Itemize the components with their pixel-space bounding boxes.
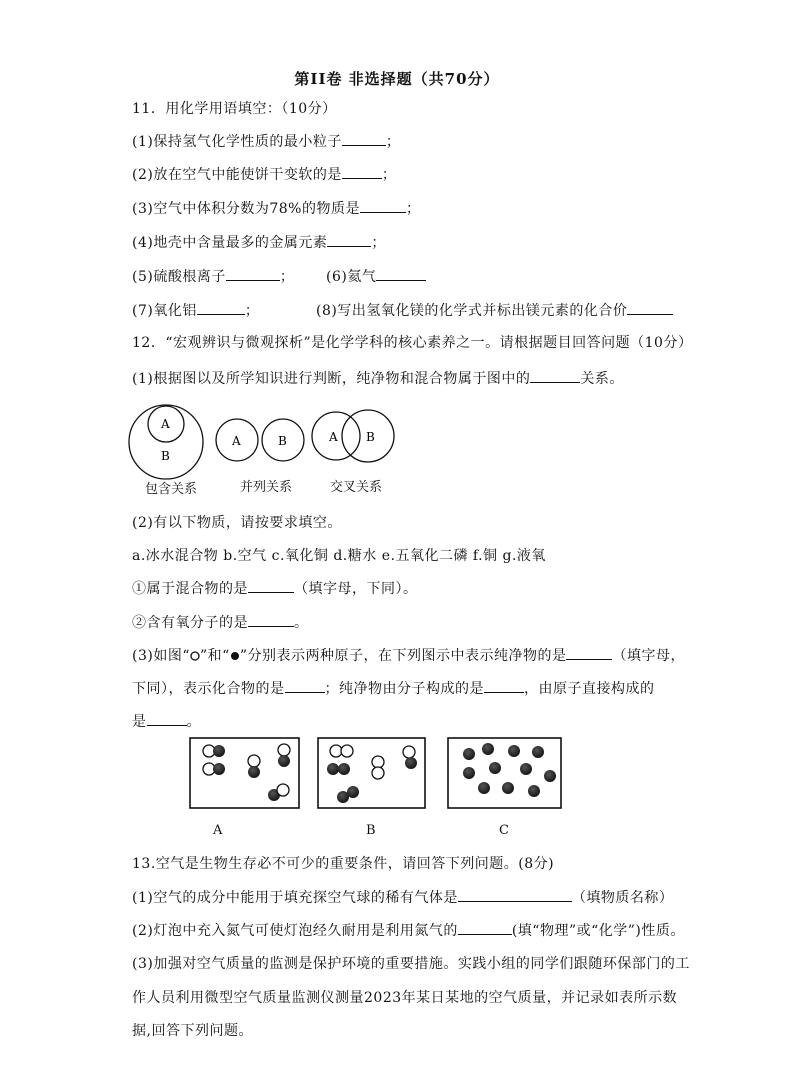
section-title: 第II卷 非选择题（共70分） [294,70,500,88]
q12-part3-line1: (3)如图“ ”和“ ”分别表示两种原子，在下列图示中表示纯净物的是 （填字母， [132,648,685,664]
answer-blank[interactable] [342,133,386,146]
particle-diagrams [188,736,564,812]
label-a: A [161,417,170,431]
label-a: A [329,430,338,444]
answer-blank[interactable] [147,713,187,726]
answer-blank[interactable] [248,614,294,627]
label-b: B [366,430,375,444]
box-label-a: A [213,823,223,838]
box-label-b: B [366,823,376,838]
box-label-c: C [499,823,509,838]
answer-blank[interactable] [627,302,673,315]
answer-blank[interactable] [197,302,245,315]
label-parallel: 并列关系 [240,480,293,495]
label-contain: 包含关系 [145,482,198,497]
label-intersect: 交叉关系 [330,480,383,495]
q13-part3-line3: 据,回答下列问题。 [132,1023,253,1039]
answer-blank[interactable] [342,166,382,179]
q13-heading: 13.空气是生物生存必不可少的重要条件，请回答下列问题。(8分) [132,856,555,872]
q12-part3-line3: 是 。 [132,714,201,730]
answer-blank[interactable] [458,889,572,902]
box-b [318,738,425,808]
q13-part1: (1)空气的成分中能用于填充探空气球的稀有气体是 （填物质名称） [132,890,674,906]
q11-part5: (5)硫酸根离子 ； [132,269,295,285]
answer-blank[interactable] [530,370,580,383]
black-atom-icon [230,651,240,661]
label-b: B [278,434,287,448]
answer-blank[interactable] [484,680,524,693]
box-c [448,738,561,808]
q12-part2-2: ②含有氧分子的是 。 [132,615,309,631]
white-atom-icon [190,651,200,661]
q11-part7: (7)氧化铝 ； [132,303,260,319]
label-a: A [232,434,241,448]
label-b: B [161,449,170,463]
answer-blank[interactable] [327,234,371,247]
q12-part3-line2: 下同），表示化合物的是 ；纯净物由分子构成的是 ，由原子直接构成的 [132,681,655,697]
q11-part2: (2)放在空气中能使饼干变软的是 ； [132,167,397,183]
q12-part2-1: ①属于混合物的是 （填字母，下同）。 [132,581,418,597]
q13-part2: (2)灯泡中充入氮气可使灯泡经久耐用是利用氮气的 (填“物理”或“化学”)性质。 [132,923,685,939]
substance-list: a.冰水混合物 b.空气 c.氧化铜 d.糖水 e.五氧化二磷 f.铜 g.液氧 [132,548,546,564]
q12-heading: 12．“宏观辨识与微观探析”是化学学科的核心素养之一。请根据题目回答问题（10分） [132,335,693,351]
answer-blank[interactable] [226,268,280,281]
box-a [190,738,299,808]
q12-part1: (1)根据图以及所学知识进行判断，纯净物和混合物属于图中的 关系。 [132,371,624,387]
q11-part3: (3)空气中体积分数为78%的物质是 ； [132,201,421,217]
q11-part1: (1)保持氢气化学性质的最小粒子 ； [132,134,401,150]
q11-part4: (4)地壳中含量最多的金属元素 ； [132,235,386,251]
answer-blank[interactable] [360,200,406,213]
q11-part6: (6)氦气 [326,266,426,286]
answer-blank[interactable] [566,647,612,660]
q12-part2: (2)有以下物质，请按要求填空。 [132,515,342,531]
answer-blank[interactable] [376,268,426,281]
q11-part8: (8)写出氢氧化镁的化学式并标出镁元素的化合价 [316,300,673,320]
q13-part3-line2: 作人员利用微型空气质量监测仪测量2023年某日某地的空气质量，并记录如表所示数 [132,990,678,1006]
answer-blank[interactable] [458,922,512,935]
answer-blank[interactable] [285,680,325,693]
q13-part3-line1: (3)加强对空气质量的监测是保护环境的重要措施。实践小组的同学们跟随环保部门的工 [132,956,690,972]
q11-heading: 11．用化学用语填空：（10分） [132,101,337,117]
answer-blank[interactable] [248,580,294,593]
